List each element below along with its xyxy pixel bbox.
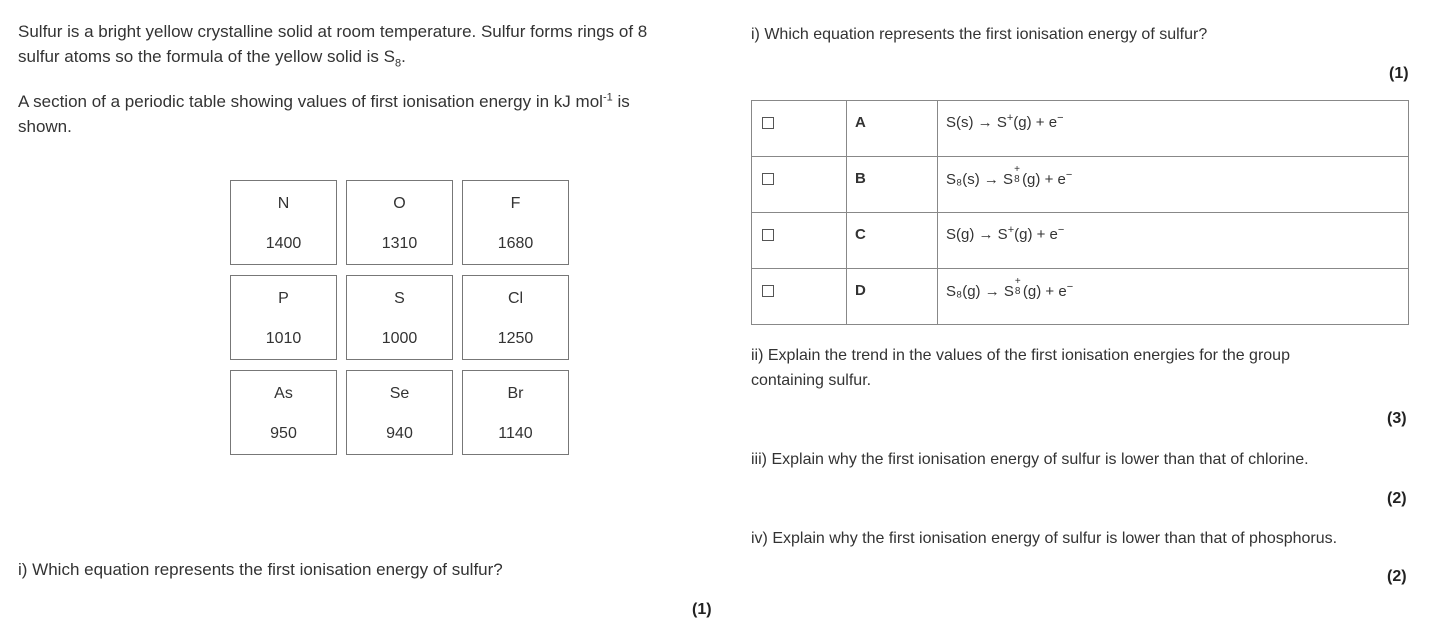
checkbox-icon[interactable] — [762, 173, 774, 185]
option-letter: D — [855, 282, 866, 299]
ionisation-energy-value: 1680 — [497, 235, 534, 252]
answer-option-row[interactable] — [752, 213, 1409, 269]
element-symbol: O — [393, 195, 406, 212]
option-equation: S(g) → S+(g) + e− — [946, 224, 1065, 243]
question-ii-marks: (3) — [1387, 410, 1407, 427]
element-cell-O — [346, 180, 453, 265]
ionisation-energy-value: 1250 — [497, 330, 534, 347]
ionisation-energy-value: 1310 — [381, 235, 418, 252]
ionisation-energy-value: 1000 — [381, 330, 418, 347]
left-question-marks: (1) — [692, 601, 712, 618]
left-question-text: i) Which equation represents the first ionisation energy of sulfur? — [18, 560, 503, 579]
intro-line-2: sulfur atoms so the formula of the yellow solid is $S_8$. — [18, 47, 406, 70]
question-iii-text: iii) Explain why the first ionisation energy of sulfur is lower than that of chlorine. — [751, 451, 1309, 468]
element-cell-N — [230, 180, 337, 265]
element-cell-F — [462, 180, 569, 265]
question-ii-line-2: containing sulfur. — [751, 372, 872, 389]
option-equation: S₈(s) → S + 8 (g) + e− — [946, 164, 1073, 188]
element-symbol: Se — [389, 385, 410, 402]
checkbox-icon[interactable] — [762, 117, 774, 129]
checkbox-icon[interactable] — [762, 229, 774, 241]
element-symbol: S — [394, 290, 405, 307]
ionisation-energy-value: 1010 — [265, 330, 302, 347]
answer-option-row[interactable] — [752, 157, 1409, 213]
question-i-marks: (1) — [1389, 65, 1409, 82]
ionisation-energy-value: 950 — [270, 425, 297, 442]
element-symbol: F — [510, 195, 521, 212]
answer-option-row[interactable] — [752, 101, 1409, 157]
checkbox-icon[interactable] — [762, 285, 774, 297]
ionisation-energy-value: 1400 — [265, 235, 302, 252]
element-symbol: Cl — [507, 290, 524, 307]
element-cell-Se — [346, 370, 453, 455]
ionisation-energy-value: 1140 — [498, 425, 533, 442]
answer-options-table — [751, 100, 1409, 325]
section-line-1: A section of a periodic table showing values of first ionisation energy in kJ mol$^{-1}$ is — [18, 91, 630, 111]
element-cell-Cl — [462, 275, 569, 360]
section-line-2: shown. — [18, 117, 72, 136]
option-equation: S(s) → S+(g) + e− — [946, 112, 1064, 131]
option-letter: A — [855, 114, 866, 131]
question-iv-text: iv) Explain why the first ionisation energy of sulfur is lower than that of phosphorus. — [751, 530, 1338, 547]
question-iii-marks: (2) — [1387, 490, 1407, 507]
option-equation: S₈(g) → S + 8 (g) + e− — [946, 276, 1074, 300]
element-symbol: N — [277, 195, 290, 212]
element-symbol: P — [278, 290, 289, 307]
element-symbol: As — [274, 385, 293, 402]
answer-option-row[interactable] — [752, 269, 1409, 325]
element-cell-P — [230, 275, 337, 360]
element-cell-S — [346, 275, 453, 360]
element-symbol: Br — [507, 385, 524, 402]
intro-paragraph — [18, 19, 718, 69]
element-cell-As — [230, 370, 337, 455]
element-cell-Br — [462, 370, 569, 455]
question-i-text: i) Which equation represents the first ionisation energy of sulfur? — [751, 26, 1208, 43]
question-iv-marks: (2) — [1387, 568, 1407, 585]
intro-line-1: Sulfur is a bright yellow crystalline solid at room temperature. Sulfur forms rings of 8 — [18, 22, 648, 41]
section-description — [18, 89, 718, 139]
option-letter: C — [855, 226, 866, 243]
question-ii-text — [751, 343, 1290, 393]
ionisation-energy-value: 940 — [386, 425, 413, 442]
question-ii-line-1: ii) Explain the trend in the values of the first ionisation energies for the group — [751, 347, 1290, 364]
option-letter: B — [855, 170, 866, 187]
